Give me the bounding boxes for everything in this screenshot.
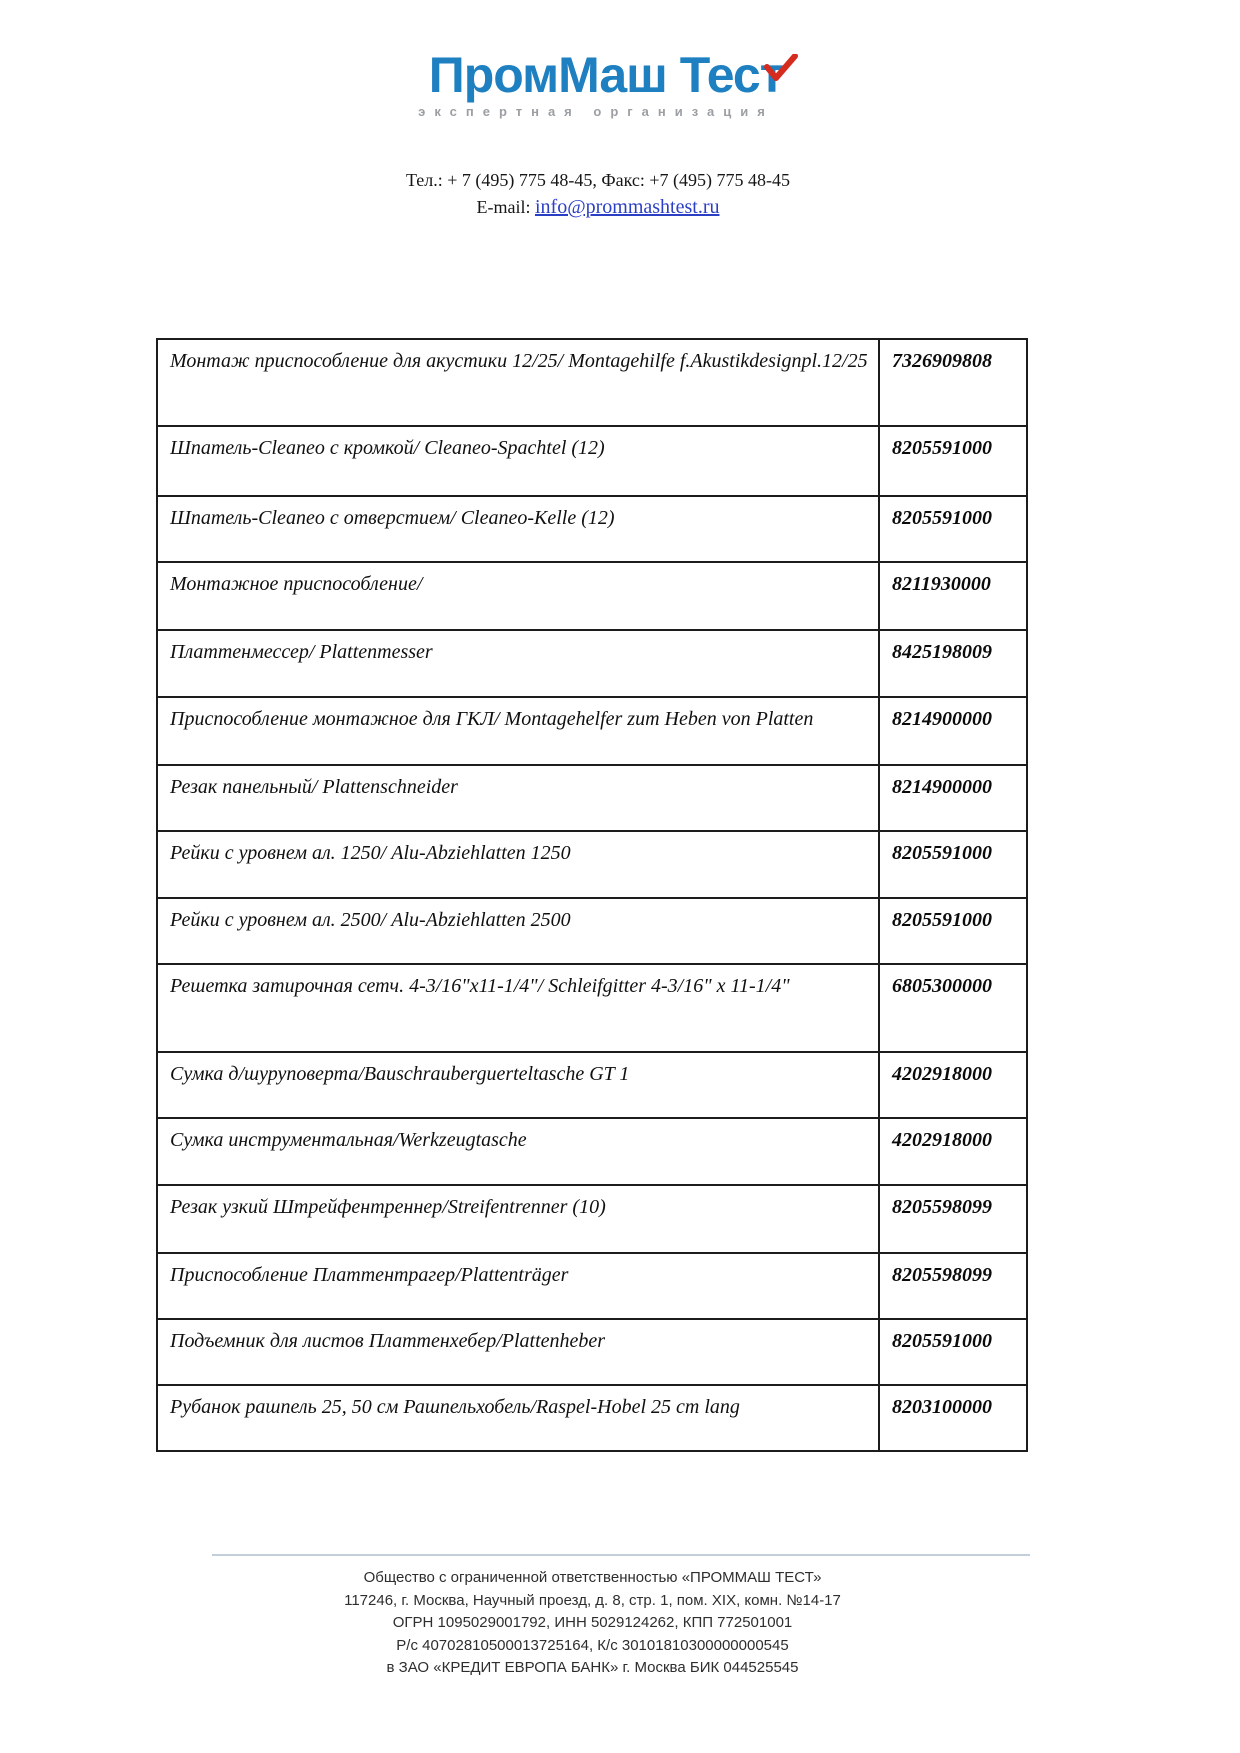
footer-requisites [0, 1567, 1185, 1680]
table-row [157, 1185, 1027, 1253]
item-name: Монтаж приспособление для акустики 12/25/ Montagehilfe f.Akustikdesignpl.12/25 [157, 339, 879, 426]
item-code: 4202918000 [879, 1052, 1027, 1118]
item-name: Резак узкий Штрейфентреннер/Streifentrenner (10) [157, 1185, 879, 1253]
email-label: E-mail: [476, 197, 531, 217]
item-code: 8205591000 [879, 1319, 1027, 1385]
item-code: 8205591000 [879, 426, 1027, 496]
contact-block [0, 170, 1218, 219]
item-name: Сумка инструментальная/Werkzeugtasche [157, 1118, 879, 1185]
item-name: Решетка затирочная сетч. 4-3/16"x11-1/4"/ Schleifgitter 4-3/16" x 11-1/4" [157, 964, 879, 1052]
item-name: Рейки с уровнем ал. 2500/ Alu-Abziehlatten 2500 [157, 898, 879, 964]
item-code: 8425198009 [879, 630, 1027, 697]
item-name: Рубанок рашпель 25, 50 см Рашпельхобель/Raspel-Hobel 25 cm lang [157, 1385, 879, 1451]
footer-line-ogrn-inn-kpp: ОГРН 1095029001792, ИНН 5029124262, КПП 772501001 [392, 1614, 793, 1631]
table-row [157, 339, 1027, 426]
table-row [157, 630, 1027, 697]
table-row [157, 1385, 1027, 1451]
item-code: 8205591000 [879, 831, 1027, 898]
item-code: 8205591000 [879, 496, 1027, 562]
table-row [157, 964, 1027, 1052]
logo-wordmark [418, 47, 784, 119]
email-link[interactable]: info@prommashtest.ru [534, 196, 720, 218]
item-name: Резак панельный/ Plattenschneider [157, 765, 879, 831]
item-code: 8205598099 [879, 1253, 1027, 1319]
item-code: 7326909808 [879, 339, 1027, 426]
logo-text: ПромМаш Тест [428, 47, 784, 103]
footer-divider [212, 1554, 1030, 1556]
item-code: 8211930000 [879, 562, 1027, 630]
company-logo [0, 48, 1240, 121]
goods-codes-table [156, 338, 1028, 1452]
red-check-icon [764, 38, 798, 93]
footer-line-bank: в ЗАО «КРЕДИТ ЕВРОПА БАНК» г. Москва БИК 044525545 [386, 1659, 799, 1676]
item-code: 8205598099 [879, 1185, 1027, 1253]
item-code: 8203100000 [879, 1385, 1027, 1451]
table-row [157, 831, 1027, 898]
item-name: Рейки с уровнем ал. 1250/ Alu-Abziehlatten 1250 [157, 831, 879, 898]
logo-tagline: экспертная организация [418, 104, 774, 119]
table-row [157, 1319, 1027, 1385]
footer-line-accounts: Р/с 40702810500013725164, К/с 30101810300000000545 [396, 1636, 789, 1654]
table-row [157, 697, 1027, 765]
item-code: 8214900000 [879, 765, 1027, 831]
item-name: Шпатель-Cleaneo с отверстием/ Cleaneo-Kelle (12) [157, 496, 879, 562]
item-name: Платтенмессер/ Plattenmesser [157, 630, 879, 697]
table-row [157, 426, 1027, 496]
item-code: 6805300000 [879, 964, 1027, 1052]
footer-line-company: Общество с ограниченной ответственностью «ПРОММАШ ТЕСТ» [363, 1569, 822, 1586]
item-name: Монтажное приспособление/ [157, 562, 879, 630]
table-row [157, 1253, 1027, 1319]
item-name: Подъемник для листов Платтенхебер/Plattenheber [157, 1319, 879, 1385]
phone-fax-line: Тел.: + 7 (495) 775 48-45, Факс: +7 (495) 775 48-45 [405, 170, 791, 190]
item-name: Приспособление монтажное для ГКЛ/ Montagehelfer zum Heben von Platten [157, 697, 879, 765]
item-code: 4202918000 [879, 1118, 1027, 1185]
footer-line-address: 117246, г. Москва, Научный проезд, д. 8, стр. 1, пом. XIX, комн. №14-17 [344, 1591, 841, 1609]
table-row [157, 898, 1027, 964]
table-row [157, 1052, 1027, 1118]
item-name: Приспособление Платтентрагер/Plattenträger [157, 1253, 879, 1319]
email-line [0, 196, 1218, 219]
table-row [157, 765, 1027, 831]
table-row [157, 562, 1027, 630]
item-name: Шпатель-Cleaneo с кромкой/ Cleaneo-Spachtel (12) [157, 426, 879, 496]
table-row [157, 496, 1027, 562]
table-row [157, 1118, 1027, 1185]
item-code: 8214900000 [879, 697, 1027, 765]
item-code: 8205591000 [879, 898, 1027, 964]
item-name: Сумка д/шуруповерта/Bauschrauberguerteltasche GT 1 [157, 1052, 879, 1118]
